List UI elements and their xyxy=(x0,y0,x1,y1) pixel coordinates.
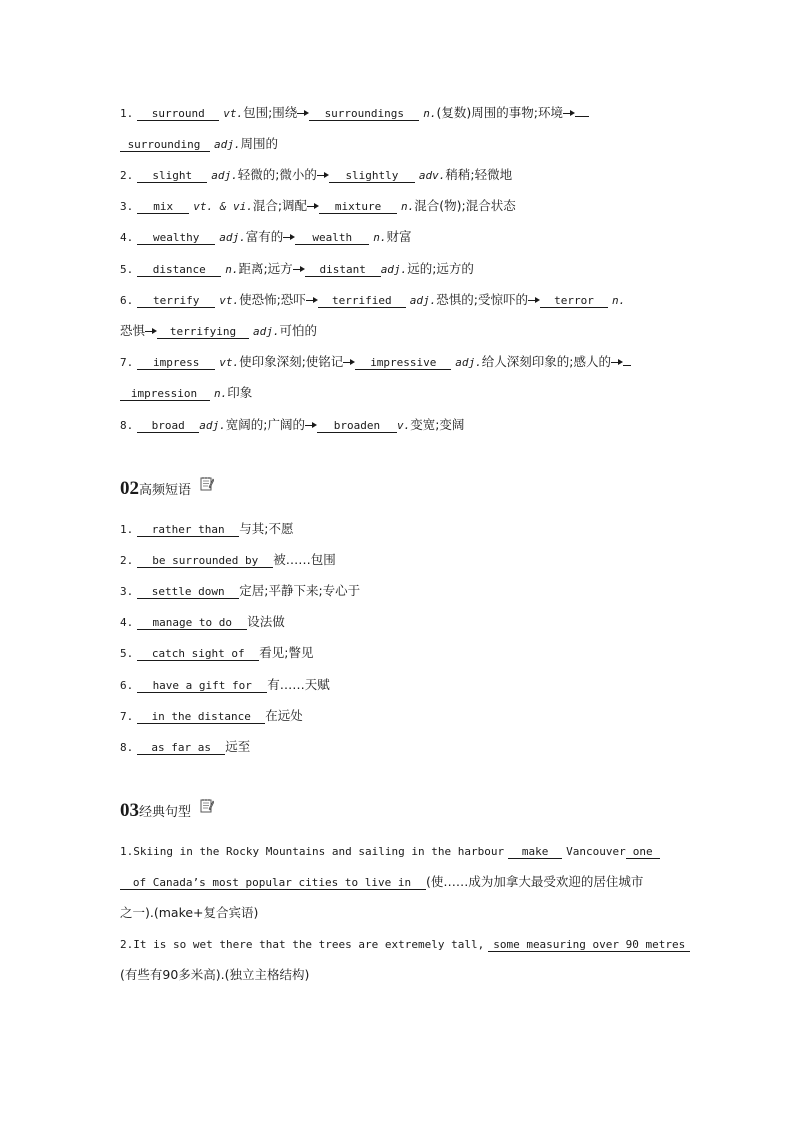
answer-blank: terrified xyxy=(318,294,406,308)
phrase-item-1: 1. rather than 与其;不愿 xyxy=(120,521,294,536)
answer-blank: manage to do xyxy=(137,616,247,630)
vocab-item-3: 3. mix vt. & vi.混合;调配 mixture n.混合(物);混合状态 xyxy=(120,198,516,213)
arrow-right-icon xyxy=(343,358,355,368)
arrow-right-icon xyxy=(305,421,317,431)
arrow-right-icon xyxy=(283,233,295,243)
answer-blank: make xyxy=(508,845,562,859)
answer-blank: some measuring over 90 metres xyxy=(488,938,690,952)
sentence-item-1-cont: of Canada’s most popular cities to live in (使……成为加拿大最受欢迎的居住城市 xyxy=(120,874,643,890)
arrow-right-icon xyxy=(293,265,305,275)
sentence-item-1-note: 之一).(make+复合宾语) xyxy=(120,905,259,920)
answer-blank: terror xyxy=(540,294,608,308)
answer-blank: terrify xyxy=(137,294,215,308)
arrow-right-icon xyxy=(145,327,157,337)
answer-blank-start xyxy=(623,365,631,366)
phrase-item-6: 6. have a gift for 有……天赋 xyxy=(120,677,330,692)
arrow-right-icon xyxy=(611,358,623,368)
answer-blank: have a gift for xyxy=(137,679,267,693)
answer-blank: slight xyxy=(137,169,207,183)
sentence-item-2: 2.It is so wet there that the trees are extremely tall, some measuring over 90 metres xyxy=(120,936,690,953)
phrase-item-2: 2. be surrounded by 被……包围 xyxy=(120,552,336,567)
answer-blank: mix xyxy=(137,200,189,214)
answer-blank: broaden xyxy=(317,419,397,433)
vocab-item-1-cont: surrounding adj.周围的 xyxy=(120,136,278,153)
arrow-right-icon xyxy=(307,202,319,212)
vocab-item-6-cont: 恐惧 terrifying adj.可怕的 xyxy=(120,323,318,338)
phrase-item-3: 3. settle down 定居;平静下来;专心于 xyxy=(120,583,361,598)
answer-blank: wealthy xyxy=(137,231,215,245)
sentence-item-1: 1.Skiing in the Rocky Mountains and sailing in the harbour make Vancouver one xyxy=(120,843,660,860)
answer-blank: settle down xyxy=(137,585,239,599)
vocab-item-1: 1. surround vt.包围;围绕 surroundings n.(复数)周围的事物;环境 xyxy=(120,105,589,122)
answer-blank: be surrounded by xyxy=(137,554,273,568)
arrow-right-icon xyxy=(297,109,309,119)
answer-blank: of Canada’s most popular cities to live in xyxy=(120,876,426,890)
answer-blank: in the distance xyxy=(137,710,265,724)
answer-blank: impression xyxy=(120,387,210,401)
arrow-right-icon xyxy=(528,296,540,306)
notepad-icon xyxy=(200,798,214,813)
sentence-item-2-note: (有些有90多米高).(独立主格结构) xyxy=(120,967,310,982)
arrow-right-icon xyxy=(317,171,329,181)
answer-blank: impressive xyxy=(355,356,451,370)
answer-blank: mixture xyxy=(319,200,397,214)
arrow-right-icon xyxy=(306,296,318,306)
answer-blank: surrounding xyxy=(120,138,210,152)
vocab-item-4: 4. wealthy adj.富有的 wealth n.财富 xyxy=(120,229,412,244)
answer-blank: impress xyxy=(137,356,215,370)
vocab-item-6: 6. terrify vt.使恐怖;恐吓 terrified adj.恐惧的;受惊吓的 terror n. xyxy=(120,292,626,307)
answer-blank: distance xyxy=(137,263,221,277)
vocab-item-7: 7. impress vt.使印象深刻;使铭记 impressive adj.给人深刻印象的;感人的 xyxy=(120,354,631,371)
phrase-item-5: 5. catch sight of 看见;瞥见 xyxy=(120,645,314,660)
answer-blank: broad xyxy=(137,419,199,433)
vocab-item-5: 5. distance n.距离;远方 distant adj.远的;远方的 xyxy=(120,261,474,276)
answer-blank: surroundings xyxy=(309,107,419,121)
arrow-right-icon xyxy=(563,109,575,119)
phrase-item-4: 4. manage to do 设法做 xyxy=(120,614,285,629)
answer-blank-start xyxy=(575,116,589,117)
answer-blank: terrifying xyxy=(157,325,249,339)
vocab-item-7-cont: impression n.印象 xyxy=(120,385,252,402)
vocab-item-2: 2. slight adj.轻微的;微小的 slightly adv.稍稍;轻微地 xyxy=(120,167,513,182)
answer-blank: catch sight of xyxy=(137,647,259,661)
notepad-icon xyxy=(200,476,214,491)
answer-blank: rather than xyxy=(137,523,239,537)
section-heading-sentences: 03经典句型 xyxy=(120,800,214,822)
vocab-item-8: 8. broad adj.宽阔的;广阔的 broaden v.变宽;变阔 xyxy=(120,417,465,432)
phrase-item-7: 7. in the distance 在远处 xyxy=(120,708,303,723)
phrase-item-8: 8. as far as 远至 xyxy=(120,739,251,754)
answer-blank: slightly xyxy=(329,169,415,183)
answer-blank: distant xyxy=(305,263,381,277)
answer-blank: as far as xyxy=(137,741,225,755)
section-heading-phrases: 02高频短语 xyxy=(120,478,214,500)
answer-blank: wealth xyxy=(295,231,369,245)
answer-blank: one xyxy=(626,845,660,859)
answer-blank: surround xyxy=(137,107,219,121)
